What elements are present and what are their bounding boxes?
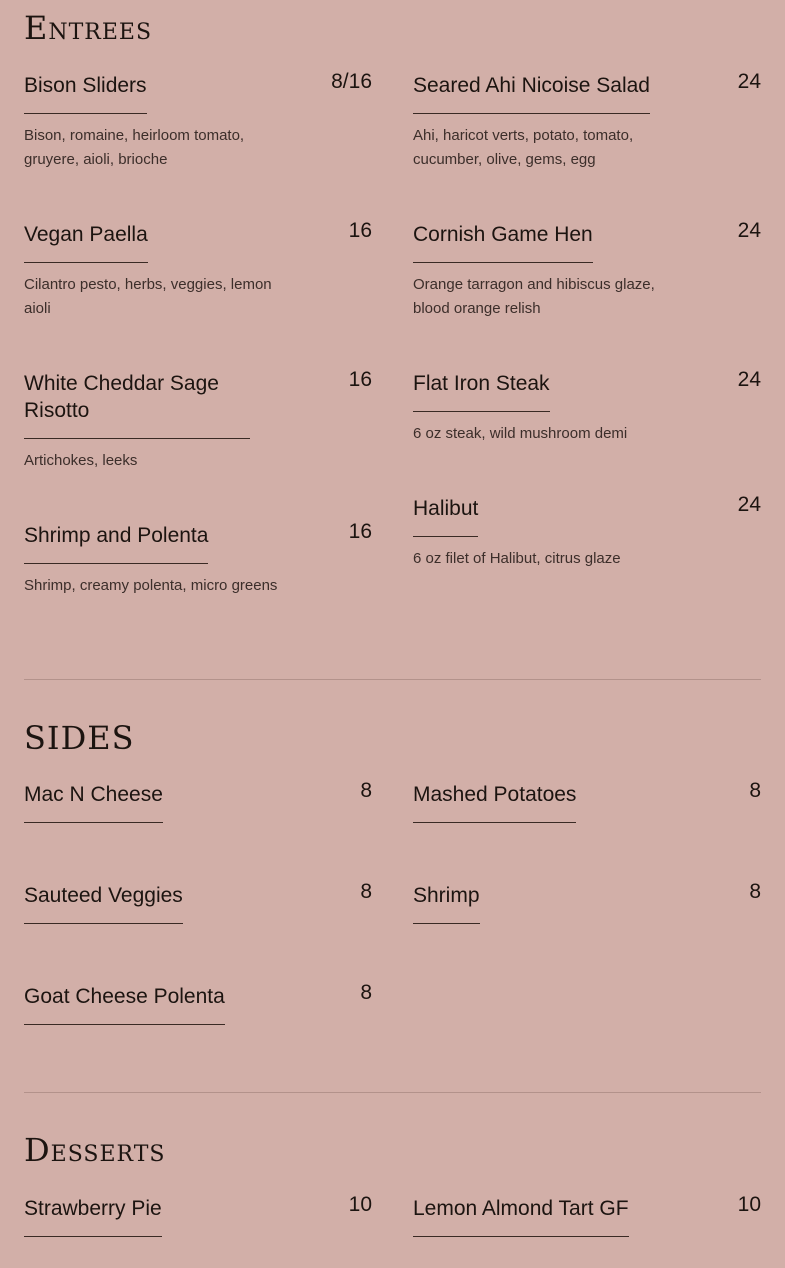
item-price: 8 [360,779,372,802]
item-name: Sauteed Veggies [24,882,183,924]
section-divider [24,679,761,680]
item-name: Halibut [413,495,478,537]
entrees-title: Entrees [24,9,153,47]
menu-item-white-cheddar-sage-risotto [24,370,372,473]
item-name: Vegan Paella [24,221,148,263]
menu-item-halibut [413,495,761,571]
item-name: Seared Ahi Nicoise Salad [413,72,650,114]
menu-item-vegan-paella [24,221,372,321]
item-description: Bison, romaine, heirloom tomato, gruyere, aioli, brioche [24,127,245,168]
item-price: 8 [749,880,761,903]
item-description: Orange tarragon and hibiscus glaze, blood orange relish [413,276,655,317]
item-price: 8 [360,880,372,903]
menu-item-seared-ahi-nicoise-salad [413,72,761,172]
item-price: 16 [348,368,372,391]
item-name: Cornish Game Hen [413,221,593,263]
sides-title: SIDES [24,719,135,757]
menu-item-flat-iron-steak [413,370,761,446]
item-description: Artichokes, leeks [24,452,138,469]
item-description: Shrimp, creamy polenta, micro greens [24,577,278,594]
menu-item-strawberry-pie [24,1195,372,1237]
item-description: Ahi, haricot verts, potato, tomato, cucumber, olive, gems, egg [413,127,634,168]
item-name: Strawberry Pie [24,1195,162,1237]
menu-item-sauteed-veggies [24,882,372,924]
item-price: 8 [749,779,761,802]
menu-item-mashed-potatoes [413,781,761,823]
menu-item-shrimp [413,882,761,924]
item-price: 24 [737,368,761,391]
menu-item-goat-cheese-polenta [24,983,372,1025]
item-price: 16 [348,219,372,242]
item-description: 6 oz filet of Halibut, citrus glaze [413,550,621,567]
item-price: 24 [737,219,761,242]
item-description: Cilantro pesto, herbs, veggies, lemon aioli [24,276,272,317]
item-price: 24 [737,70,761,93]
item-name: Shrimp [413,882,480,924]
menu-item-shrimp-and-polenta [24,522,372,598]
item-price: 16 [348,520,372,543]
desserts-title: Desserts [24,1131,166,1169]
menu-item-cornish-game-hen [413,221,761,321]
menu-item-bison-sliders [24,72,372,172]
menu-item-lemon-almond-tart [413,1195,761,1237]
item-price: 10 [737,1193,761,1216]
item-price: 10 [348,1193,372,1216]
section-divider [24,1092,761,1093]
item-name: White Cheddar Sage Risotto [24,370,250,439]
item-price: 8 [360,981,372,1004]
item-name: Bison Sliders [24,72,147,114]
item-name: Shrimp and Polenta [24,522,208,564]
item-price: 8/16 [331,70,372,93]
menu-item-mac-n-cheese [24,781,372,823]
item-name: Goat Cheese Polenta [24,983,225,1025]
item-price: 24 [737,493,761,516]
item-name: Mac N Cheese [24,781,163,823]
item-name: Flat Iron Steak [413,370,550,412]
item-name: Lemon Almond Tart GF [413,1195,629,1237]
item-description: 6 oz steak, wild mushroom demi [413,425,628,442]
item-name: Mashed Potatoes [413,781,576,823]
